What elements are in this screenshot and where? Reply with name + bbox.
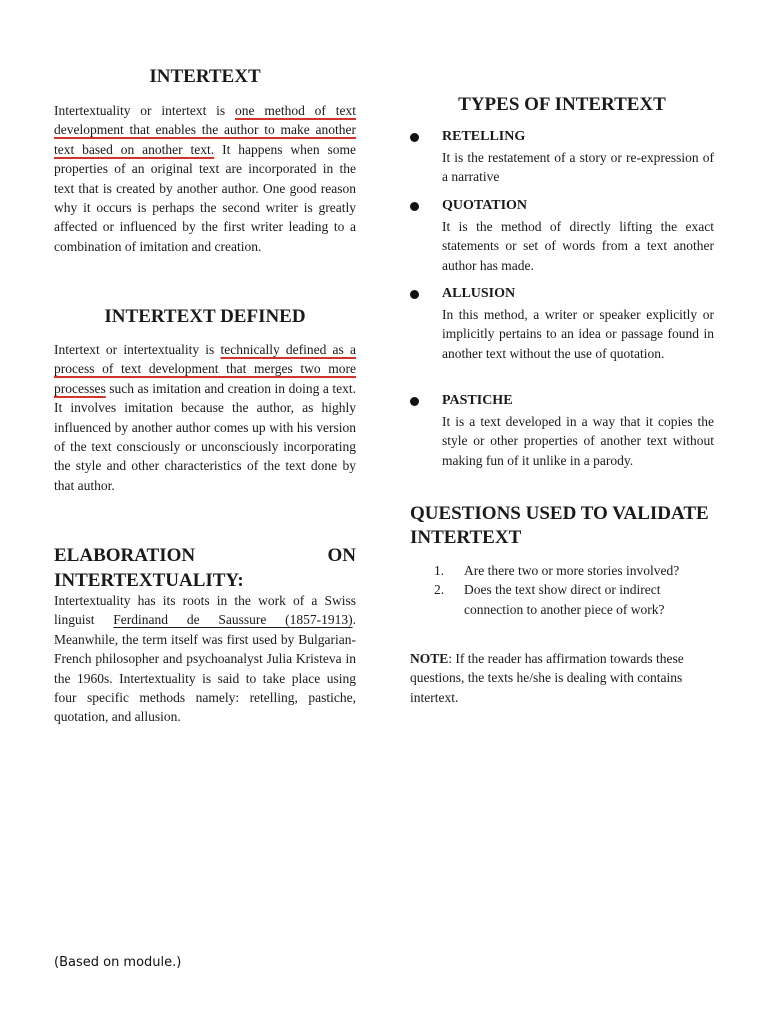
method-name: ALLUSION xyxy=(442,286,516,301)
bullet-icon xyxy=(410,202,419,211)
defined-underlined-definition: technically defined as a process of text development that merges two more processes xyxy=(54,342,356,396)
method-description: It is the restatement of a story or re-expression of a narrative xyxy=(442,150,714,185)
defined-text-rest: such as imitation and creation in doing a text. It involves imitation because the author, as highly influenced by another author comes up with his version of the text consciously or unconsciously incorporating the style and other characteristics of the text done by that author. xyxy=(54,380,356,493)
note-text: : If the reader has affirmation towards these questions, the texts he/she is dealing with contains intertext. xyxy=(410,651,684,705)
question-item xyxy=(434,580,714,619)
bullet-icon xyxy=(410,290,419,299)
intertext-defined-heading: INTERTEXT DEFINED xyxy=(104,306,306,327)
elaboration-heading xyxy=(54,543,356,593)
saussure-reference: Ferdinand de Saussure (1857-1913) xyxy=(113,612,353,628)
question-text: Are there two or more stories involved? xyxy=(464,563,680,578)
method-name: PASTICHE xyxy=(442,393,513,408)
questions-heading: QUESTIONS USED TO VALIDATE INTERTEXT xyxy=(410,503,709,548)
method-name: QUOTATION xyxy=(442,198,528,213)
method-description: In this method, a writer or speaker explicitly or implicitly pertains to an idea or passage found in another text without the use of quotation. xyxy=(442,307,714,361)
intertext-text-start: Intertextuality or intertext is xyxy=(54,103,236,118)
footer-source-note: (Based on module.) xyxy=(54,955,182,970)
question-item xyxy=(434,561,714,580)
method-name: RETELLING xyxy=(442,129,526,144)
question-number: 2. xyxy=(434,582,445,598)
elaboration-heading-line1: ELABORATION ON xyxy=(54,545,356,566)
defined-text-start: Intertext or intertextuality is xyxy=(54,342,221,357)
method-description: It is the method of directly lifting the exact statements or set of words from a text another author has made. xyxy=(442,219,714,273)
note-paragraph xyxy=(410,649,714,707)
elaboration-paragraph xyxy=(54,591,356,727)
method-description: It is a text developed in a way that it copies the style or other properties of another text without making fun of it unlike in a parody. xyxy=(442,414,714,468)
questions-list xyxy=(434,561,714,619)
elaboration-text-start: Intertextuality has its roots in the work of a Swiss linguist xyxy=(54,593,356,628)
bullet-icon xyxy=(410,133,419,142)
bullet-icon xyxy=(410,397,419,406)
intertext-heading: INTERTEXT xyxy=(149,66,261,87)
intertext-defined-paragraph xyxy=(54,340,356,495)
types-heading: TYPES OF INTERTEXT xyxy=(458,94,666,115)
intertext-paragraph xyxy=(54,101,356,256)
question-text: Does the text show direct or indirect connection to another piece of work? xyxy=(464,582,665,617)
question-number: 1. xyxy=(434,563,445,578)
note-label: NOTE xyxy=(410,651,449,666)
intertext-underlined-definition: one method of text development that enables the author to make another text based on another text. xyxy=(54,103,356,157)
intertext-text-rest: It happens when some properties of an original text are incorporated in the text that is created by another author. One good reason why it occurs is perhaps the second writer is greatly affected or influenced by the first writer leading to a combination of imitation and creation. xyxy=(54,141,356,254)
elaboration-text-rest: . Meanwhile, the term itself was first used by Bulgarian-French philosopher and psychoanalyst Julia Kristeva in the 1960s. Intertextuality is said to take place using four specific methods namely: retelling, pastiche, quotation, and allusion. xyxy=(54,612,356,725)
elaboration-heading-line2: INTERTEXTUALITY: xyxy=(54,570,244,591)
